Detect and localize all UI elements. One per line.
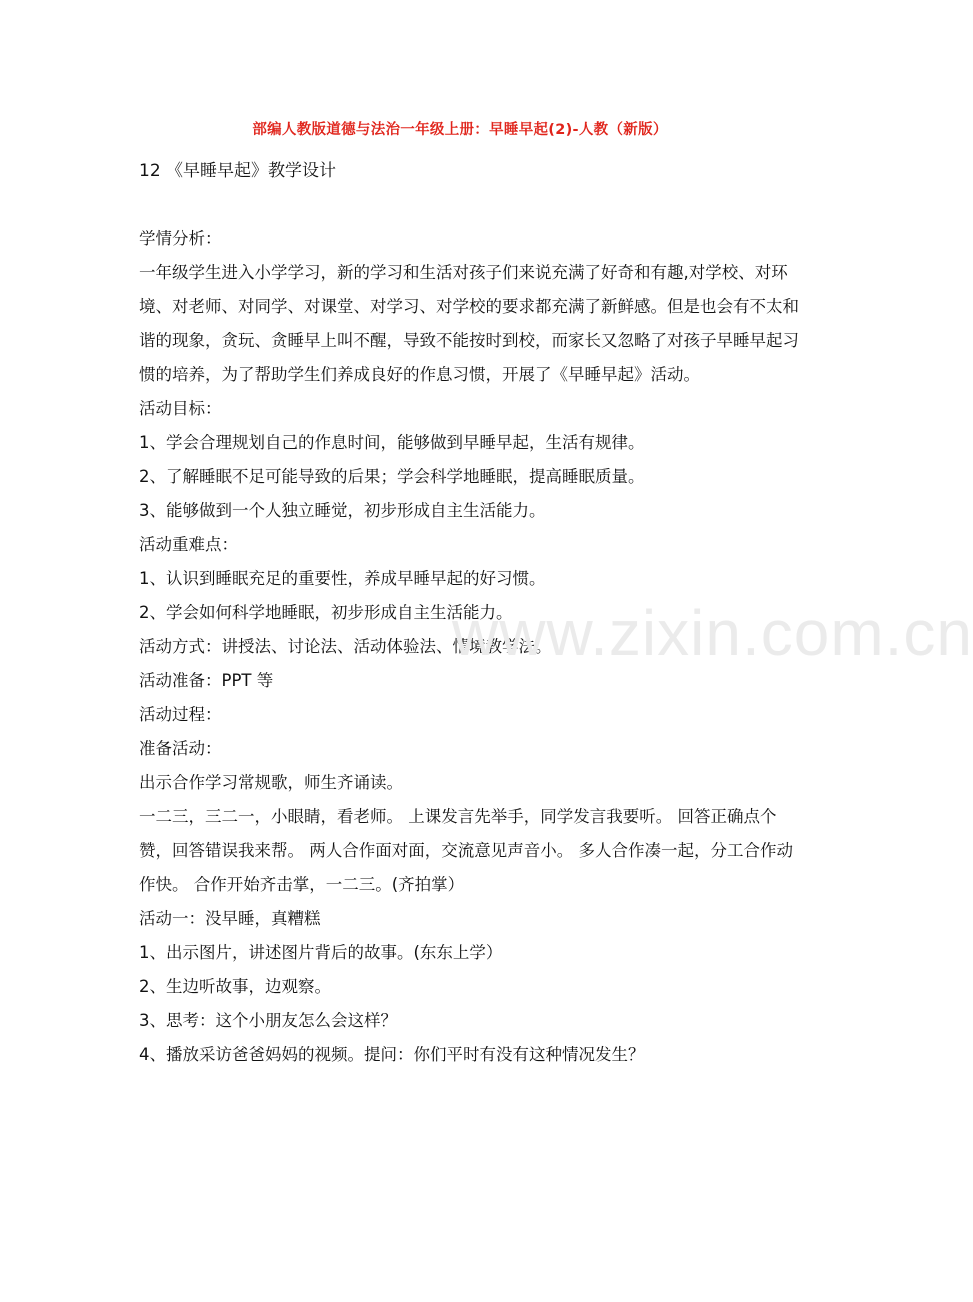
lesson-title: 12 《早睡早起》教学设计 [139,161,337,181]
section-heading-warmup: 准备活动： [139,739,222,758]
list-item-step-3: 3、思考：这个小朋友怎么会这样？ [139,1011,397,1030]
watermark: www.zixin.com.cn [452,597,973,669]
paragraph-analysis: 一年级学生进入小学学习，新的学习和生活对孩子们来说充满了好奇和有趣,对学校、对环境、对老师、对同学、对课堂、对学习、对学校的要求都充满了新鲜感。但是也会有不太和谐的现象，贪玩、贪睡早上叫不醒，导致不能按时到校，而家长又忽略了对孩子早睡早起习惯的培养，为了帮助学生们养成良好的作息习惯，开展了《早睡早起》活动。 [139,263,799,384]
list-item-goal-1: 1、学会合理规划自己的作息时间，能够做到早睡早起，生活有规律。 [139,433,645,452]
paragraph-warmup-intro: 出示合作学习常规歌，师生齐诵读。 [139,773,403,792]
section-heading-goals: 活动目标： [139,399,222,418]
paragraph-cooperation-song: 一二三，三二一，小眼睛，看老师。 上课发言先举手，同学发言我要听。 回答正确点个赞，回答错误我来帮。 两人合作面对面，交流意见声音小。 多人合作凑一起，分工合作动作快。 合作开始齐击掌，一二三。(齐拍掌） [139,807,793,894]
paragraph-preparation: 活动准备：PPT 等 [139,671,274,690]
list-item-step-4: 4、播放采访爸爸妈妈的视频。提问：你们平时有没有这种情况发生？ [139,1045,645,1064]
list-item-key-point-2: 2、学会如何科学地睡眠，初步形成自主生活能力。 [139,603,513,622]
document-body [139,222,799,1072]
list-item-goal-3: 3、能够做到一个人独立睡觉，初步形成自主生活能力。 [139,501,546,520]
list-item-step-2: 2、生边听故事，边观察。 [139,977,331,996]
list-item-key-point-1: 1、认识到睡眠充足的重要性，养成早睡早起的好习惯。 [139,569,546,588]
paragraph-methods: 活动方式：讲授法、讨论法、活动体验法、情境教学法。 [139,637,552,656]
section-heading-key-points: 活动重难点： [139,535,238,554]
list-item-step-1: 1、出示图片，讲述图片背后的故事。(东东上学） [139,943,503,962]
document-title: 部编人教版道德与法治一年级上册：早睡早起(2)-人教（新版） [252,122,668,138]
section-heading-analysis: 学情分析： [139,229,222,248]
section-heading-process: 活动过程： [139,705,222,724]
list-item-goal-2: 2、了解睡眠不足可能导致的后果；学会科学地睡眠，提高睡眠质量。 [139,467,645,486]
section-heading-activity-1: 活动一：没早睡，真糟糕 [139,909,321,928]
